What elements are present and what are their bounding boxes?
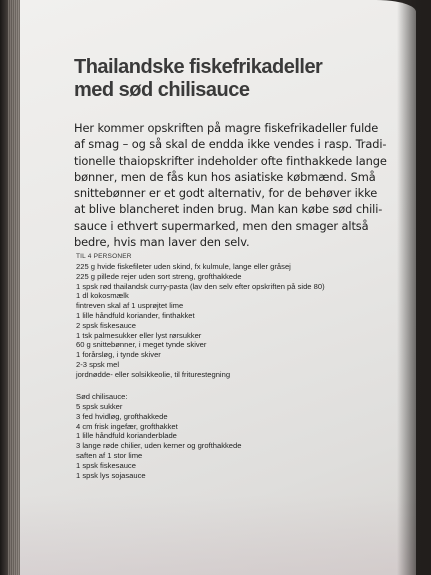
recipe-title-line: Thailandske fiskefrikadeller <box>74 56 323 78</box>
ingredient-item: 2 spsk fiskesauce <box>76 320 136 330</box>
ingredient-list <box>76 262 376 380</box>
book-page <box>20 0 416 575</box>
recipe-title-line: med sød chilisauce <box>74 79 250 101</box>
page-fold-shadow <box>397 0 431 575</box>
ingredient-item: 1 lille håndfuld koriander, finthakket <box>76 310 195 320</box>
sauce-ingredient-item: 3 lange røde chilier, uden kerner og grofthakkede <box>76 441 242 451</box>
sauce-ingredient-item: 4 cm frisk ingefær, grofthakket <box>76 421 178 431</box>
ingredient-item: fintreven skal af 1 usprøjtet lime <box>76 301 184 311</box>
ingredient-item: 1 dl kokosmælk <box>76 291 129 301</box>
intro-line: Her kommer opskriften på magre fiskefrikadeller fulde <box>74 121 379 135</box>
intro-line: snittebønner er et godt alternativ, for de behøver ikke <box>74 186 378 201</box>
intro-line: at blive blancheret inden brug. Man kan købe sød chili- <box>74 202 383 217</box>
intro-line: sauce i ethvert supermarked, men den smager altså <box>74 218 369 233</box>
recipe-title <box>74 56 374 102</box>
ingredient-item: 1 spsk rød thailandsk curry-pasta (lav den selv efter opskriften på side 80) <box>76 281 325 291</box>
ingredient-item: 225 g hvide fiskefileter uden skind, fx kulmule, lange eller gråsej <box>76 262 291 271</box>
recipe-intro <box>74 120 414 250</box>
intro-line: af smag – og så skal de endda ikke vendes i rasp. Tradi- <box>74 137 387 152</box>
ingredient-item: 60 g snittebønner, i meget tynde skiver <box>76 340 207 350</box>
intro-line: tionelle thaiopskrifter indeholder ofte finthakkede lange <box>74 153 387 168</box>
ingredient-item: 225 g pillede rejer uden sort streng, grofthakkede <box>76 271 242 281</box>
sauce-ingredient-item: 1 spsk fiskesauce <box>76 460 136 470</box>
sauce-ingredient-item: 1 spsk lys sojasauce <box>76 470 146 480</box>
servings-label: TIL 4 PERSONER <box>76 253 132 260</box>
sauce-title: Sød chilisauce: <box>76 392 128 401</box>
sauce-ingredient-item: 5 spsk sukker <box>76 402 123 411</box>
ingredient-item: 1 tsk palmesukker eller lyst rørsukker <box>76 330 202 340</box>
sauce-ingredient-list <box>76 402 376 480</box>
sauce-ingredient-item: 3 fed hvidløg, grofthakkede <box>76 411 168 421</box>
sauce-ingredient-item: 1 lille håndfuld korianderblade <box>76 431 177 441</box>
ingredient-item: jordnødde- eller solsikkeolie, til friturestegning <box>76 369 231 379</box>
intro-line: bønner, men de fås kun hos asiatiske købmænd. Små <box>74 169 376 184</box>
sauce-ingredient-item: saften af 1 stor lime <box>76 450 143 460</box>
ingredient-item: 1 forårsløg, i tynde skiver <box>76 350 161 360</box>
intro-line: bedre, hvis man laver den selv. <box>74 235 250 250</box>
ingredient-item: 2-3 spsk mel <box>76 359 120 369</box>
